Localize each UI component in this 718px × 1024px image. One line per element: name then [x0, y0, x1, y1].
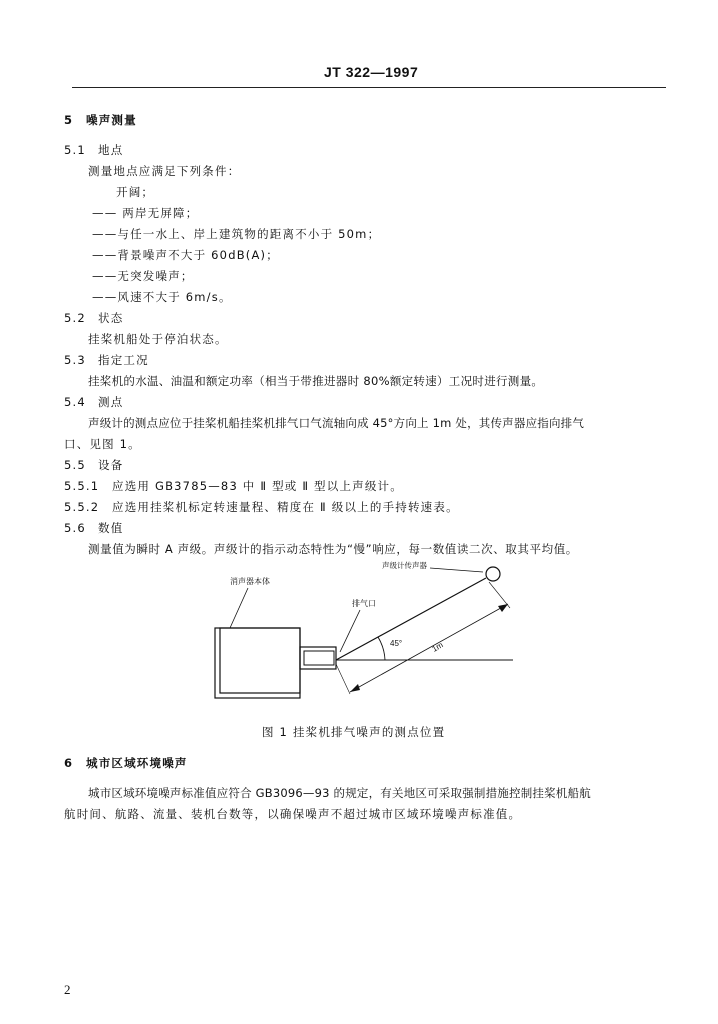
s51-item: ——背景噪声不大于 60dB(A)； — [92, 248, 279, 262]
dimension-extension-2 — [489, 582, 510, 608]
angle-label: 45° — [390, 639, 403, 648]
section-5-number: 5 — [64, 113, 74, 127]
s52-title: 状态 — [98, 311, 124, 325]
exhaust-leader-line — [340, 610, 360, 652]
s51-item: ——与任一水上、岸上建筑物的距离不小于 50m； — [92, 227, 381, 241]
s51-item: 开阔； — [116, 185, 155, 199]
section-6-text-line2: 航时间、航路、流量、装机台数等，以确保噪声不超过城市区域环境噪声标准值。 — [64, 807, 522, 821]
dimension-arrow-1 — [350, 684, 360, 692]
s551-text: 应选用 GB3785—83 中 Ⅱ 型或 Ⅱ 型以上声级计。 — [112, 479, 403, 493]
s52-text: 挂桨机船处于停泊状态。 — [88, 332, 228, 346]
exhaust-label: 排气口 — [352, 599, 376, 608]
s51-number: 5.1 — [64, 143, 86, 157]
s552-number: 5.5.2 — [64, 500, 100, 514]
s51-item: —— 两岸无屏障； — [92, 206, 199, 220]
dimension-line — [350, 604, 508, 692]
s53-text: 挂桨机的水温、油温和额定功率（相当于带推进器时 80%额定转速）工况时进行测量。 — [88, 374, 544, 388]
mic-label: 声级计传声器 — [382, 561, 427, 570]
s55-number: 5.5 — [64, 458, 86, 472]
s54-text-line2: 口、见图 1。 — [64, 437, 141, 451]
s51-intro: 测量地点应满足下列条件： — [88, 164, 241, 178]
standard-code: JT 322—1997 — [324, 64, 419, 80]
dimension-extension-1 — [336, 664, 350, 694]
section-5-title: 噪声测量 — [86, 113, 137, 127]
s53-title: 指定工况 — [98, 353, 149, 367]
page-number: 2 — [64, 982, 71, 997]
measurement-line — [336, 578, 486, 660]
header-rule — [72, 87, 666, 88]
microphone-icon — [486, 567, 500, 581]
s56-title: 数值 — [98, 521, 124, 535]
distance-label: 1m — [430, 640, 445, 654]
muffler-body-inner — [220, 628, 300, 693]
s56-text: 测量值为瞬时 A 声级。声级计的指示动态特性为“慢”响应，每一数值读二次、取其平均值。 — [88, 542, 578, 556]
muffler-body-outer — [215, 628, 300, 698]
s54-text-line1: 声级计的测点应位于挂桨机船挂桨机排气口气流轴向成 45°方向上 1m 处，其传声器应指向排气 — [88, 416, 585, 430]
s51-title: 地点 — [98, 143, 124, 157]
s56-number: 5.6 — [64, 521, 86, 535]
exhaust-pipe-outer — [300, 647, 336, 669]
figure-1-diagram — [200, 560, 530, 712]
s53-number: 5.3 — [64, 353, 86, 367]
angle-arc — [378, 637, 385, 660]
s51-item: ——风速不大于 6m/s。 — [92, 290, 232, 304]
s552-text: 应选用挂桨机标定转速量程、精度在 Ⅱ 级以上的手持转速表。 — [112, 500, 459, 514]
section-6-number: 6 — [64, 756, 74, 770]
dimension-arrow-2 — [498, 604, 508, 612]
s52-number: 5.2 — [64, 311, 86, 325]
hull-label: 消声器本体 — [230, 577, 270, 586]
mic-leader-line — [430, 568, 483, 572]
s55-title: 设备 — [98, 458, 124, 472]
section-6-text-line1: 城市区域环境噪声标准值应符合 GB3096—93 的规定，有关地区可采取强制措施控制挂桨机船航 — [88, 786, 591, 800]
s54-number: 5.4 — [64, 395, 86, 409]
hull-leader-line — [230, 588, 248, 628]
figure-caption: 图 1 挂桨机排气噪声的测点位置 — [262, 725, 446, 739]
section-6-title: 城市区域环境噪声 — [86, 756, 188, 770]
s551-number: 5.5.1 — [64, 479, 100, 493]
exhaust-pipe-inner — [304, 651, 334, 665]
s54-title: 测点 — [98, 395, 124, 409]
s51-item: ——无突发噪声； — [92, 269, 194, 283]
